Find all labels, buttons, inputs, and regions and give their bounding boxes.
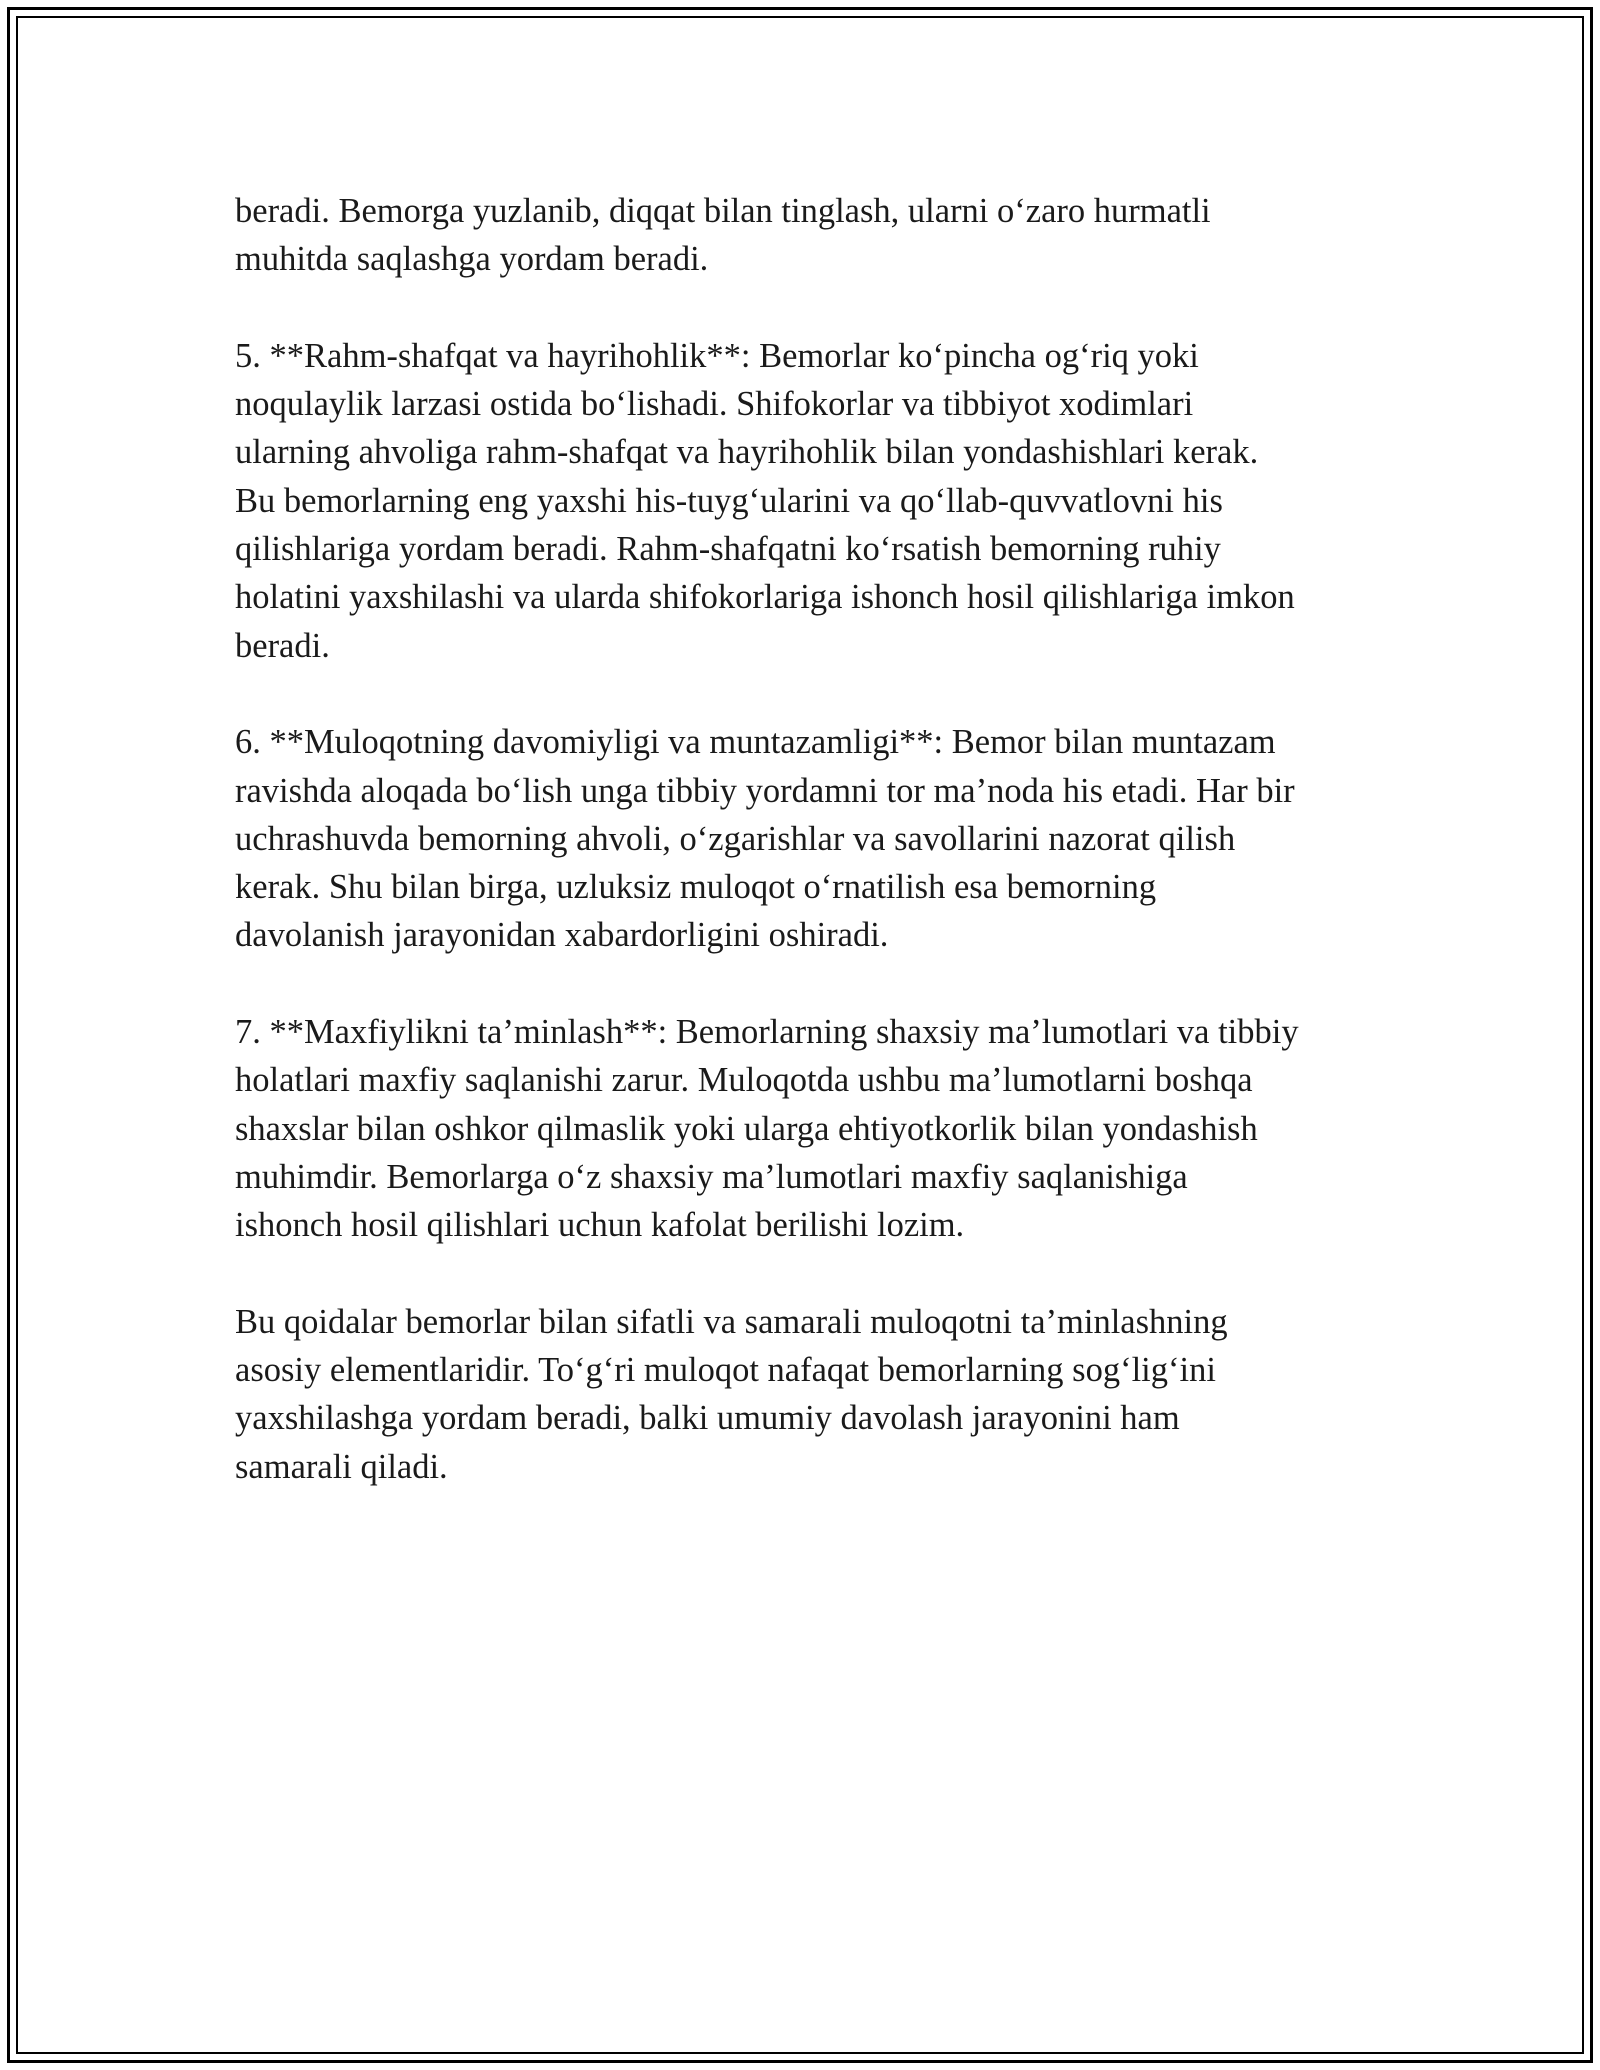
text-line: ishonch hosil qilishlari uchun kafolat berilishi lozim. [235, 1206, 965, 1245]
text-line: asosiy elementlaridir. To‘g‘ri muloqot nafaqat bemorlarning sog‘lig‘ini [235, 1351, 1216, 1390]
text-line: Bu qoidalar bemorlar bilan sifatli va samarali muloqotni ta’minlashning [235, 1302, 1228, 1341]
text-line: beradi. Bemorga yuzlanib, diqqat bilan tinglash, ularni o‘zaro hurmatli [235, 192, 1211, 230]
text-line: davolanish jarayonidan xabardorligini oshiradi. [235, 916, 889, 955]
text-line: noqulaylik larzasi ostida bo‘lishadi. Shifokorlar va tibbiyot xodimlari [235, 385, 1194, 424]
text-line: holatlari maxfiy saqlanishi zarur. Muloqotda ushbu ma’lumotlarni boshqa [235, 1061, 1253, 1100]
paragraph-item-5 [235, 332, 1405, 670]
text-line: kerak. Shu bilan birga, uzluksiz muloqot o‘rnatilish esa bemorning [235, 868, 1157, 907]
text-line: yaxshilashga yordam beradi, balki umumiy davolash jarayonini ham [235, 1399, 1180, 1438]
document-body [235, 187, 1405, 1491]
paragraph-intro-continuation [235, 187, 1405, 284]
paragraph-item-7 [235, 1008, 1405, 1249]
text-line: muhimdir. Bemorlarga o‘z shaxsiy ma’lumotlari maxfiy saqlanishiga [235, 1157, 1188, 1196]
text-line: ularning ahvoliga rahm-shafqat va hayrihohlik bilan yondashishlari kerak. [235, 433, 1259, 472]
text-line: 7. **Maxfiylikni ta’minlash**: Bemorlarning shaxsiy ma’lumotlari va tibbiy [235, 1013, 1299, 1052]
text-line: Bu bemorlarning eng yaxshi his-tuyg‘ularini va qo‘llab-quvvatlovni his [235, 481, 1223, 520]
text-line: muhitda saqlashga yordam beradi. [235, 240, 709, 279]
paragraph-item-6 [235, 718, 1405, 959]
text-line: uchrashuvda bemorning ahvoli, o‘zgarishlar va savollarini nazorat qilish [235, 819, 1236, 858]
text-line: shaxslar bilan oshkor qilmaslik yoki ularga ehtiyotkorlik bilan yondashish [235, 1109, 1258, 1148]
paragraph-conclusion [235, 1298, 1405, 1491]
text-line: ravishda aloqada bo‘lish unga tibbiy yordamni tor ma’noda his etadi. Har bir [235, 771, 1295, 810]
text-line: beradi. [235, 626, 330, 665]
text-line: qilishlariga yordam beradi. Rahm-shafqatni ko‘rsatish bemorning ruhiy [235, 530, 1221, 569]
text-line: 6. **Muloqotning davomiyligi va muntazamligi**: Bemor bilan muntazam [235, 723, 1276, 762]
text-line: samarali qiladi. [235, 1447, 448, 1486]
text-line: 5. **Rahm-shafqat va hayrihohlik**: Bemorlar ko‘pincha og‘riq yoki [235, 336, 1199, 375]
text-line: holatini yaxshilashi va ularda shifokorlariga ishonch hosil qilishlariga imkon [235, 578, 1295, 617]
